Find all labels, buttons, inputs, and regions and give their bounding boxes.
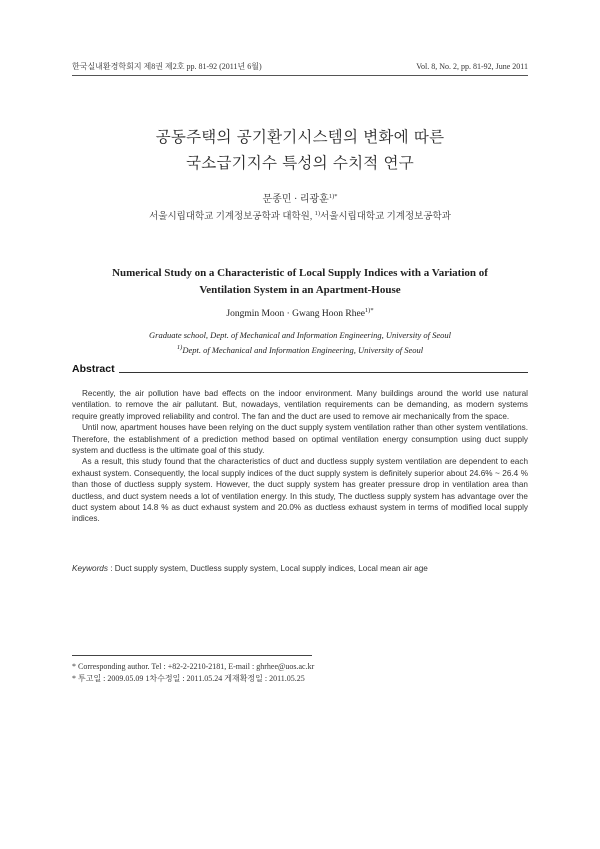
english-author-mark: 1)*: [364, 307, 374, 314]
english-affiliation-2-line: [0, 345, 600, 355]
english-title-line-1: Numerical Study on a Characteristic of Local Supply Indices with a Variation of: [112, 267, 488, 279]
english-affiliation-1: Graduate school, Dept. of Mechanical and Information Engineering, University of Seoul: [149, 330, 451, 340]
english-title-line-2: Ventilation System in an Apartment-House: [199, 284, 401, 296]
keywords: [72, 563, 528, 574]
abstract-label: Abstract: [72, 363, 119, 375]
keywords-separator: :: [107, 564, 115, 573]
abstract-rule: [72, 372, 528, 373]
footnote-rule: [72, 655, 312, 656]
korean-affiliation-1: 서울시립대학교 기계정보공학과 대학원,: [149, 212, 313, 222]
journal-header-korean: 한국실내환경학회지 제8권 제2호 pp. 81-92 (2011년 6월): [72, 62, 262, 71]
abstract-body: [72, 388, 528, 525]
korean-affiliation-2: 서울시립대학교 기계정보공학과: [320, 212, 451, 222]
korean-authors: [0, 190, 600, 205]
korean-affiliation-2-mark: 1): [314, 210, 321, 217]
running-header: [72, 60, 528, 74]
english-authors: [0, 309, 600, 319]
korean-affiliations: [0, 208, 600, 222]
footnote-submission-dates: * 투고일 : 2009.05.09 1차수정일 : 2011.05.24 게재확정일 : 2011.05.25: [72, 674, 305, 683]
keywords-text: Duct supply system, Ductless supply system, Local supply indices, Local mean air age: [114, 564, 428, 573]
english-affiliation-2-mark: 1): [176, 344, 183, 351]
journal-header-english: Vol. 8, No. 2, pp. 81-92, June 2011: [416, 62, 528, 71]
footnote-corresponding-author: * Corresponding author. Tel : +82-2-2210-2181, E-mail : ghrhee@uos.ac.kr: [72, 662, 315, 671]
korean-title-line-1: 공동주택의 공기환기시스템의 변화에 따른: [155, 128, 445, 146]
abstract-paragraph: Until now, apartment houses have been relying on the duct supply system ventilation rather than other system ventilations. Therefore, the establishment of a prediction method based on optimal ventilation energy consumption using duct supply system and ductless is the ultimate goal of this study.: [72, 423, 528, 456]
abstract-heading: [72, 363, 528, 377]
korean-title: [0, 124, 600, 176]
english-title: [60, 265, 540, 299]
english-affiliation-2: Dept. of Mechanical and Information Engineering, University of Seoul: [182, 345, 424, 355]
english-author-names: Jongmin Moon · Gwang Hoon Rhee: [226, 309, 365, 319]
header-rule: [72, 75, 528, 76]
keywords-label: Keywords: [72, 564, 108, 573]
korean-author-mark: 1)*: [328, 193, 338, 200]
abstract-paragraph: Recently, the air pollution have bad effects on the indoor environment. Many buildings around the world use natural ventilation. to remove the air pallutant. But, nowadays, ventilation requirements can be demanding, as modern systems require greatly improved reliability and control. The fan and the duct are used to remove air mechanically from the space.: [72, 389, 528, 421]
korean-author-names: 문종민 · 리광훈: [262, 194, 329, 205]
abstract-paragraph: As a result, this study found that the characteristics of duct and ductless supply system ventilation are dependent to each exhaust system. Consequently, the local supply indices of the duct supply system is definitely superior about 24.6% ~ 26.4 % than those of ductless supply system. However, the duct supply system has greater pressure drop in ventilation area than ductless, and duct system needs a lot of ventilation energy. In this study, The ductless supply system has advantage over the duct system about 14.8 % as duct exhaust system and 20.0% as ductless exhaust system in terms of modified local supply indices.: [72, 457, 528, 524]
korean-title-line-2: 국소급기지수 특성의 수치적 연구: [186, 154, 414, 172]
